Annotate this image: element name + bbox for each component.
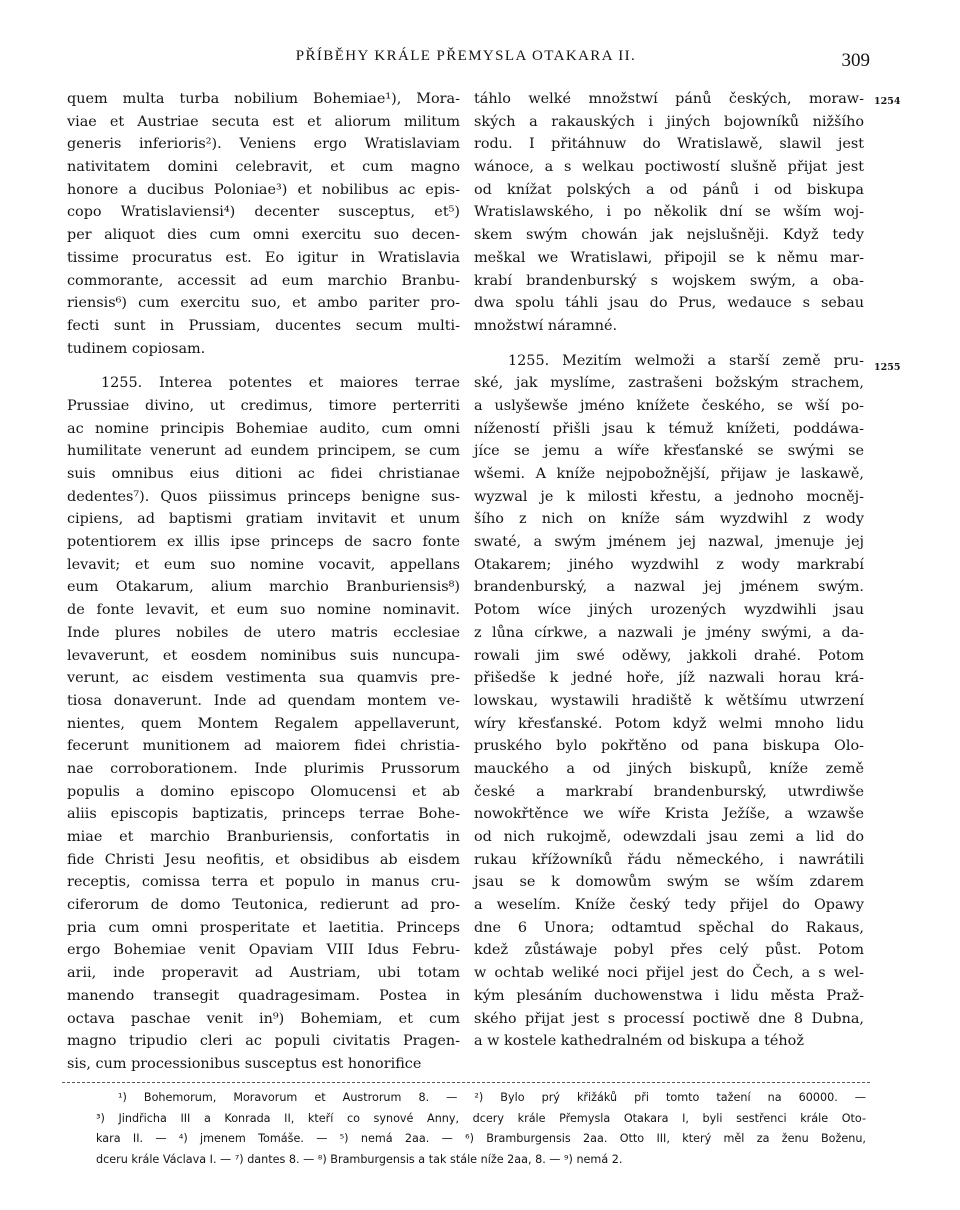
- text-line: ských a rakauských i jiných bojowníků nižšího: [474, 113, 864, 130]
- latin-paragraph-1: [67, 88, 460, 360]
- text-line: fide Christi Jesu neofitis, et obsidibus ab eisdem: [67, 851, 460, 868]
- footnote-rule: [62, 1082, 870, 1083]
- text-line: ergo Bohemiae venit Opaviam VIII Idus Febru-: [67, 942, 460, 959]
- text-line: wšemi. A kníže nejpobožnější, přijaw je laskawě,: [474, 466, 864, 482]
- text-line: skem swým chowán jak nejslušněji. Když tedy: [474, 227, 864, 244]
- text-line: meškal we Wratislawi, připojil se k němu mar-: [474, 249, 864, 266]
- text-line: tiosa donaverunt. Inde ad quendam montem ve-: [67, 692, 460, 709]
- text-line: lowskau, wystawili hradiště k wětšímu utwrzení: [474, 692, 864, 709]
- text-line: suis omnibus eius ditioni ac fidei christianae: [67, 466, 460, 482]
- text-line: octava paschae venit in⁹) Bohemiam, et cum: [67, 1010, 460, 1027]
- text-line: w ochtab weliké noci přijel jest do Čech, a s wel-: [474, 965, 864, 982]
- text-line: a weselím. Kníže český tedy přijel do Opawy: [474, 897, 864, 914]
- text-line: Potom wíce jiných urozených wyzdwihli jsau: [474, 602, 864, 619]
- text-line: fecerunt munitionem ad maiorem fidei christia-: [67, 738, 460, 755]
- text-line: wyzwal je k milosti křestu, a jednoho mocněj-: [474, 488, 864, 505]
- text-line: tudinem copiosam.: [67, 340, 206, 357]
- text-line: humilitate venerunt ad eundem principem, se cum: [67, 443, 460, 460]
- text-line: kým plesáním duchowenstwa i lidu města Praž-: [474, 987, 864, 1004]
- text-line: generis inferioris²). Veniens ergo Wratislaviam: [67, 136, 460, 153]
- text-line: množstwí náramné.: [474, 317, 618, 334]
- text-line: riensis⁶) cum exercitu suo, et ambo pariter pro-: [67, 295, 460, 312]
- footnote-line: ³) Jindřicha III a Konrada II, kteří co synové Anny, dcery krále Přemysla Otakara I, byli sestřenci krále Oto-: [96, 1111, 866, 1125]
- text-line: ské, jak myslíme, zastrašeni božským strachem,: [474, 375, 864, 392]
- text-line: wíry křesťanské. Potom když welmi mnoho lidu: [474, 715, 864, 732]
- text-line: magno tripudio cleri ac populi civitatis Pragen-: [67, 1033, 460, 1050]
- text-line: honore a ducibus Poloniae³) et nobilibus ac epis-: [67, 181, 460, 198]
- text-line: ac nomine principis Bohemiae audito, cum omni: [67, 420, 460, 437]
- text-line: a w kostele kathedralném od biskupa a téhož: [474, 1033, 804, 1050]
- text-line: cipiens, ad baptismi gratiam invitavit et unum: [67, 511, 460, 528]
- text-line: 1255. Mezitím welmoži a starší země pru-: [508, 352, 864, 369]
- text-line: ciferorum de domo Teutonica, redierunt ad pro-: [67, 897, 460, 914]
- text-line: dwa spolu táhli jsau do Prus, wedauce s sebau: [474, 295, 864, 312]
- footnote-line: ¹) Bohemorum, Moravorum et Austrorum 8. — ²) Bylo prý křižáků při tomto tažení na 60000. —: [118, 1091, 866, 1104]
- text-line: nae corroborationem. Inde plurimis Prussorum: [67, 760, 460, 777]
- text-line: sis, cum processionibus susceptus est honorifice: [67, 1055, 422, 1072]
- text-line: potentiorem ex illis ipse princeps de sacro fonte: [67, 534, 460, 551]
- czech-column: [474, 88, 864, 1053]
- text-line: populis a domino episcopo Olomucensi et ab: [67, 783, 460, 800]
- text-line: Wratislawského, i po několik dní se wším woj-: [474, 204, 864, 221]
- text-line: dne 6 Unora; odtamtud spěchal do Rakaus,: [474, 919, 864, 936]
- text-line: levaverunt, et eosdem nominibus suis nuncupa-: [67, 647, 460, 664]
- paragraph-gap: [474, 338, 864, 350]
- text-line: commorante, accessit ad eum marchio Branbu-: [67, 272, 460, 289]
- czech-paragraph-2: [474, 350, 864, 1053]
- text-line: Otakarem; jiného wyzdwihl z wody markrabí: [474, 556, 864, 573]
- text-line: přišedše k jedné hoře, jíž nazwali horau krá-: [474, 670, 864, 687]
- footnotes: [96, 1088, 866, 1170]
- text-line: ského přijat jest s processí poctiwě dne 8 Dubna,: [474, 1010, 864, 1027]
- page-header: [66, 48, 870, 74]
- latin-column: [67, 88, 460, 1076]
- text-line: dedentes⁷). Quos piissimus princeps benigne sus-: [67, 488, 460, 505]
- text-line: eum Otakarum, alium marchio Branburiensis⁸): [67, 579, 460, 596]
- text-line: Inde plures nobiles de utero matris ecclesiae: [67, 624, 460, 641]
- running-title: PŘÍBĚHY KRÁLE PŘEMYSLA OTAKARA II.: [295, 48, 637, 64]
- text-line: nowokřtěnce we wíře Krista Ježíše, a wzawše: [474, 806, 864, 823]
- text-line: z lůna církwe, a nazwali je jmény swými, a da-: [474, 624, 864, 641]
- text-line: manendo transegit quadragesimam. Postea in: [67, 987, 460, 1004]
- text-line: nativitatem domini celebravit, et cum magno: [67, 159, 460, 176]
- text-line: pria cum omni prosperitate et laetitia. Princeps: [67, 919, 460, 936]
- text-line: 1255. Interea potentes et maiores terrae: [101, 375, 460, 392]
- text-line: mauckého a od jiných biskupů, kníže země: [474, 760, 864, 777]
- text-line: pruského bylo pokřtěno od pana biskupa Olo-: [474, 738, 864, 755]
- text-line: per aliquot dies cum omni exercitu suo decen-: [67, 227, 460, 244]
- text-line: od nich rukojmě, odewzdali jsau zemi a lid do: [474, 829, 864, 845]
- text-line: šího z nich on kníže sám wyzdwihl z wody: [474, 511, 864, 528]
- text-line: receptis, comissa terra et populo in manus cru-: [67, 874, 460, 891]
- text-line: de fonte levavit, et eum suo nomine nominavit.: [67, 602, 460, 619]
- text-line: Prussiae divino, ut credimus, timore perterriti: [67, 397, 460, 414]
- text-line: krabí brandenburský s wojskem swým, a oba-: [474, 272, 864, 289]
- page-number: 309: [841, 50, 870, 71]
- text-line: tissime procuratus est. Eo igitur in Wratislavia: [67, 249, 460, 266]
- margin-year-1255: 1255: [874, 362, 901, 373]
- footnote-line: kara II. — ⁴) jmenem Tomáše. — ⁵) nemá 2aa. — ⁶) Bramburgensis 2aa. Otto III, který měl za ženu Boženu,: [96, 1132, 866, 1145]
- text-line: fecti sunt in Prussiam, ducentes secum multi-: [67, 317, 460, 334]
- text-line: miae et marchio Branburiensis, confortatis in: [67, 829, 460, 845]
- text-line: aliis episcopis baptizatis, princeps terrae Bohe-: [67, 806, 460, 823]
- text-line: wánoce, a s welkau poctiwostí slušně přijat jest: [474, 159, 864, 176]
- czech-paragraph-1: [474, 88, 864, 338]
- text-line: rukau křížowníků řádu německého, i nawrátili: [474, 851, 864, 868]
- text-line: levavit; et eum suo nomine vocavit, appellans: [67, 556, 460, 573]
- text-line: kdež zůstáwaje pobyl přes celý půst. Potom: [474, 942, 864, 959]
- text-line: rodu. I přitáhnuw do Wratislawě, slawil jest: [474, 136, 864, 153]
- paragraph-gap: [67, 360, 460, 372]
- text-line: jíce se jemu a wíře křesťanské se swými se: [474, 443, 864, 460]
- text-line: od knížat polských a od pánů i od biskupa: [474, 181, 864, 198]
- text-line: swaté, a swým jménem jej nazwal, jmenuje jej: [474, 534, 864, 551]
- text-line: nížeností přišli jsau k témuž knížeti, poddáwa-: [474, 420, 864, 437]
- text-line: arii, inde properavit ad Austriam, ubi totam: [67, 965, 460, 982]
- text-line: a uslyšewše jméno knížete českého, se wší po-: [474, 397, 864, 414]
- text-line: táhlo welké množstwí pánů českých, moraw-: [474, 91, 864, 107]
- text-line: české a markrabí brandenburský, utwrdiwše: [474, 783, 864, 800]
- text-line: viae et Austriae secuta est et aliorum militum: [67, 113, 460, 130]
- text-line: nientes, quem Montem Regalem appellaverunt,: [67, 715, 460, 732]
- text-line: jsau se k domowům swým se wším zdarem: [474, 874, 864, 891]
- text-line: rowali jim swé oděwy, jakkoli drahé. Potom: [474, 647, 864, 664]
- text-line: brandenburský, a nazwal jej jménem swým.: [474, 579, 864, 596]
- text-line: verunt, ac eisdem vestimenta sua quamvis pre-: [67, 670, 460, 687]
- text-line: quem multa turba nobilium Bohemiae¹), Mora-: [67, 91, 460, 107]
- margin-year-1254: 1254: [874, 96, 901, 107]
- text-line: copo Wratislaviensi⁴) decenter susceptus, et⁵): [67, 204, 460, 221]
- footnote-line: dceru krále Václava I. — ⁷) dantes 8. — ⁸) Bramburgensis a tak stále níže 2aa, 8. — ⁹) nemá 2.: [96, 1152, 623, 1166]
- latin-paragraph-2: [67, 372, 460, 1075]
